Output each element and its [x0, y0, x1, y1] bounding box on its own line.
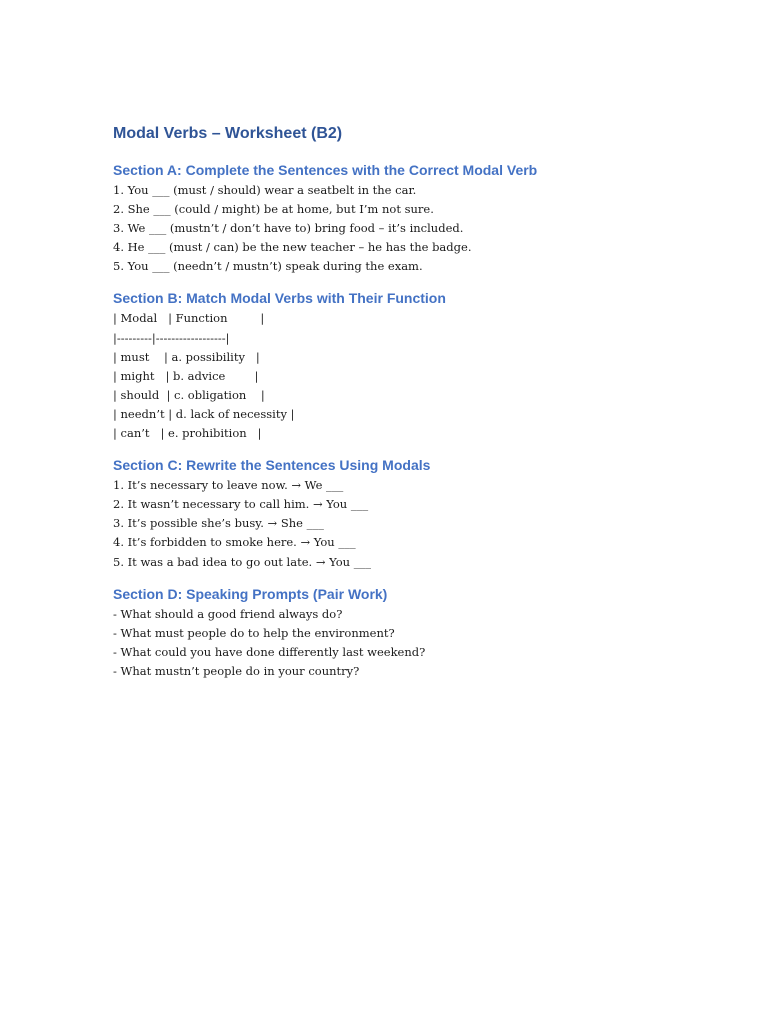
section-c-items: [113, 476, 768, 571]
section-c-item: 1. It’s necessary to leave now. → We ___: [113, 478, 344, 493]
section-d-items: [113, 605, 768, 681]
section-a-item: 4. He ___ (must / can) be the new teacher – he has the badge.: [113, 240, 472, 255]
section-d-heading: Section D: Speaking Prompts (Pair Work): [113, 585, 388, 602]
table-row: | can’t | e. prohibition |: [113, 426, 262, 441]
section-c-heading: Section C: Rewrite the Sentences Using Modals: [113, 457, 431, 474]
table-row: | needn’t | d. lack of necessity |: [113, 406, 295, 421]
table-divider-row: |---------|------------------|: [113, 330, 230, 345]
table-header-row: | Modal | Function |: [113, 311, 265, 326]
speaking-prompt: - What should a good friend always do?: [113, 606, 343, 621]
section-a-item: 2. She ___ (could / might) be at home, but I’m not sure.: [113, 202, 434, 217]
section-c-item: 3. It’s possible she’s busy. → She ___: [113, 516, 324, 531]
section-c-item: 2. It wasn’t necessary to call him. → You ___: [113, 497, 369, 512]
speaking-prompt: - What must people do to help the environment?: [113, 625, 395, 640]
section-a-item: 3. We ___ (mustn’t / don’t have to) bring food – it’s included.: [113, 221, 464, 236]
section-a-heading: Section A: Complete the Sentences with the Correct Modal Verb: [113, 162, 538, 178]
section-a: [113, 161, 768, 276]
section-c-item: 4. It’s forbidden to smoke here. → You ___: [113, 535, 356, 550]
section-b-heading: Section B: Match Modal Verbs with Their Function: [113, 290, 446, 307]
section-b: [113, 289, 768, 443]
section-b-table: [113, 309, 768, 443]
section-a-item: 1. You ___ (must / should) wear a seatbelt in the car.: [113, 183, 417, 197]
section-a-item: 5. You ___ (needn’t / mustn’t) speak during the exam.: [113, 259, 423, 274]
section-c-item: 5. It was a bad idea to go out late. → You ___: [113, 554, 371, 569]
worksheet-title: Modal Verbs – Worksheet (B2): [113, 125, 343, 142]
section-c: [113, 456, 768, 571]
speaking-prompt: - What mustn’t people do in your country?: [113, 663, 360, 678]
section-a-items: [113, 181, 768, 276]
section-d: [113, 585, 768, 681]
table-row: | should | c. obligation |: [113, 387, 265, 402]
speaking-prompt: - What could you have done differently last weekend?: [113, 644, 426, 659]
table-row: | might | b. advice |: [113, 368, 259, 383]
table-row: | must | a. possibility |: [113, 349, 260, 364]
